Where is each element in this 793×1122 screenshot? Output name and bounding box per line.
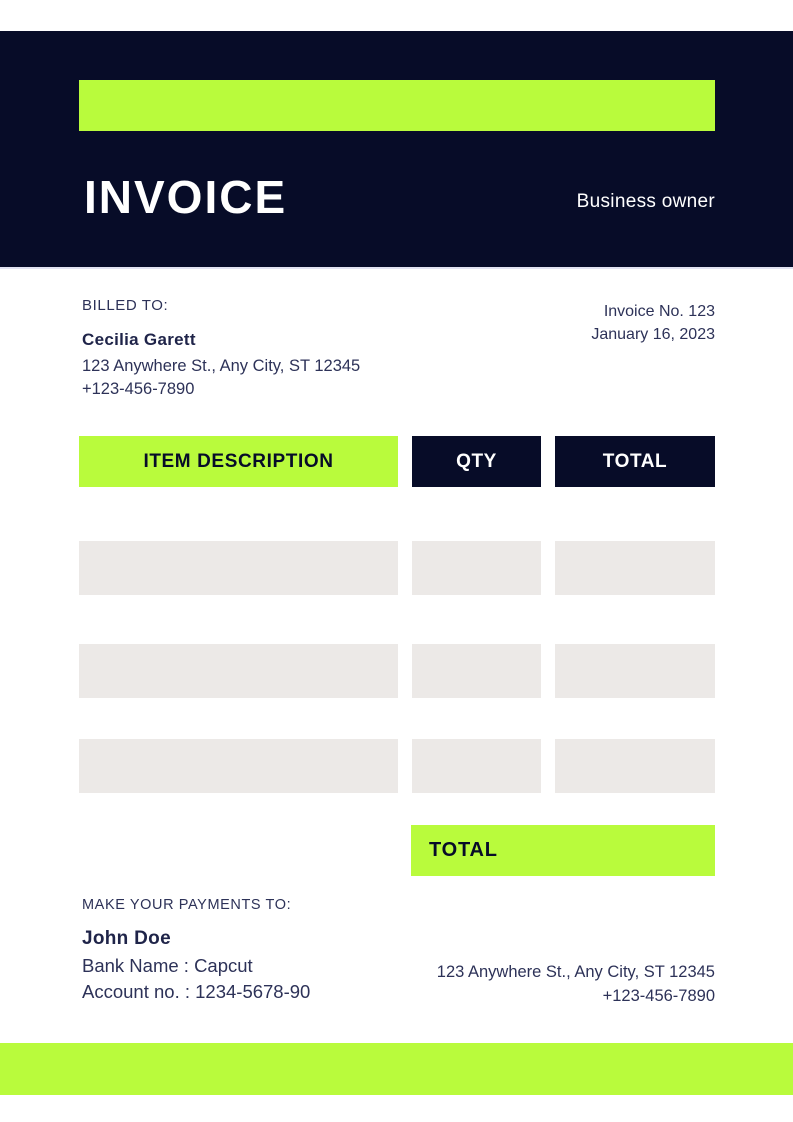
billed-to-address: 123 Anywhere St., Any City, ST 12345	[82, 357, 361, 375]
table-cell-description	[79, 739, 398, 793]
table-cell-total	[555, 541, 715, 595]
billed-to-name: Cecilia Garett	[82, 330, 196, 349]
bank-name: Bank Name : Capcut	[82, 955, 253, 976]
table-cell-total	[555, 739, 715, 793]
payee-name: John Doe	[82, 928, 171, 949]
business-owner-label: Business owner	[576, 191, 715, 212]
invoice-number: Invoice No. 123	[603, 303, 715, 320]
table-cell-total	[555, 644, 715, 698]
table-cell-qty	[412, 644, 541, 698]
payments-to-label: MAKE YOUR PAYMENTS TO:	[82, 897, 292, 913]
header-accent-bar	[79, 80, 715, 131]
table-cell-qty	[412, 739, 541, 793]
footer-phone: +123-456-7890	[602, 987, 715, 1005]
account-number: Account no. : 1234-5678-90	[82, 981, 311, 1002]
table-cell-description	[79, 541, 398, 595]
grand-total-label: TOTAL	[429, 839, 498, 861]
header-band	[0, 31, 793, 269]
footer-accent-bar	[0, 1043, 793, 1095]
page-title: INVOICE	[84, 171, 288, 223]
billed-to-label: BILLED TO:	[82, 297, 169, 314]
invoice-date: January 16, 2023	[591, 326, 715, 343]
column-header-item-description: ITEM DESCRIPTION	[79, 436, 398, 487]
billed-to-phone: +123-456-7890	[82, 380, 195, 398]
column-header-total: TOTAL	[555, 436, 715, 487]
table-cell-qty	[412, 541, 541, 595]
table-cell-description	[79, 644, 398, 698]
footer-address: 123 Anywhere St., Any City, ST 12345	[436, 963, 715, 981]
grand-total-bar	[411, 825, 715, 876]
column-header-qty: QTY	[412, 436, 541, 487]
